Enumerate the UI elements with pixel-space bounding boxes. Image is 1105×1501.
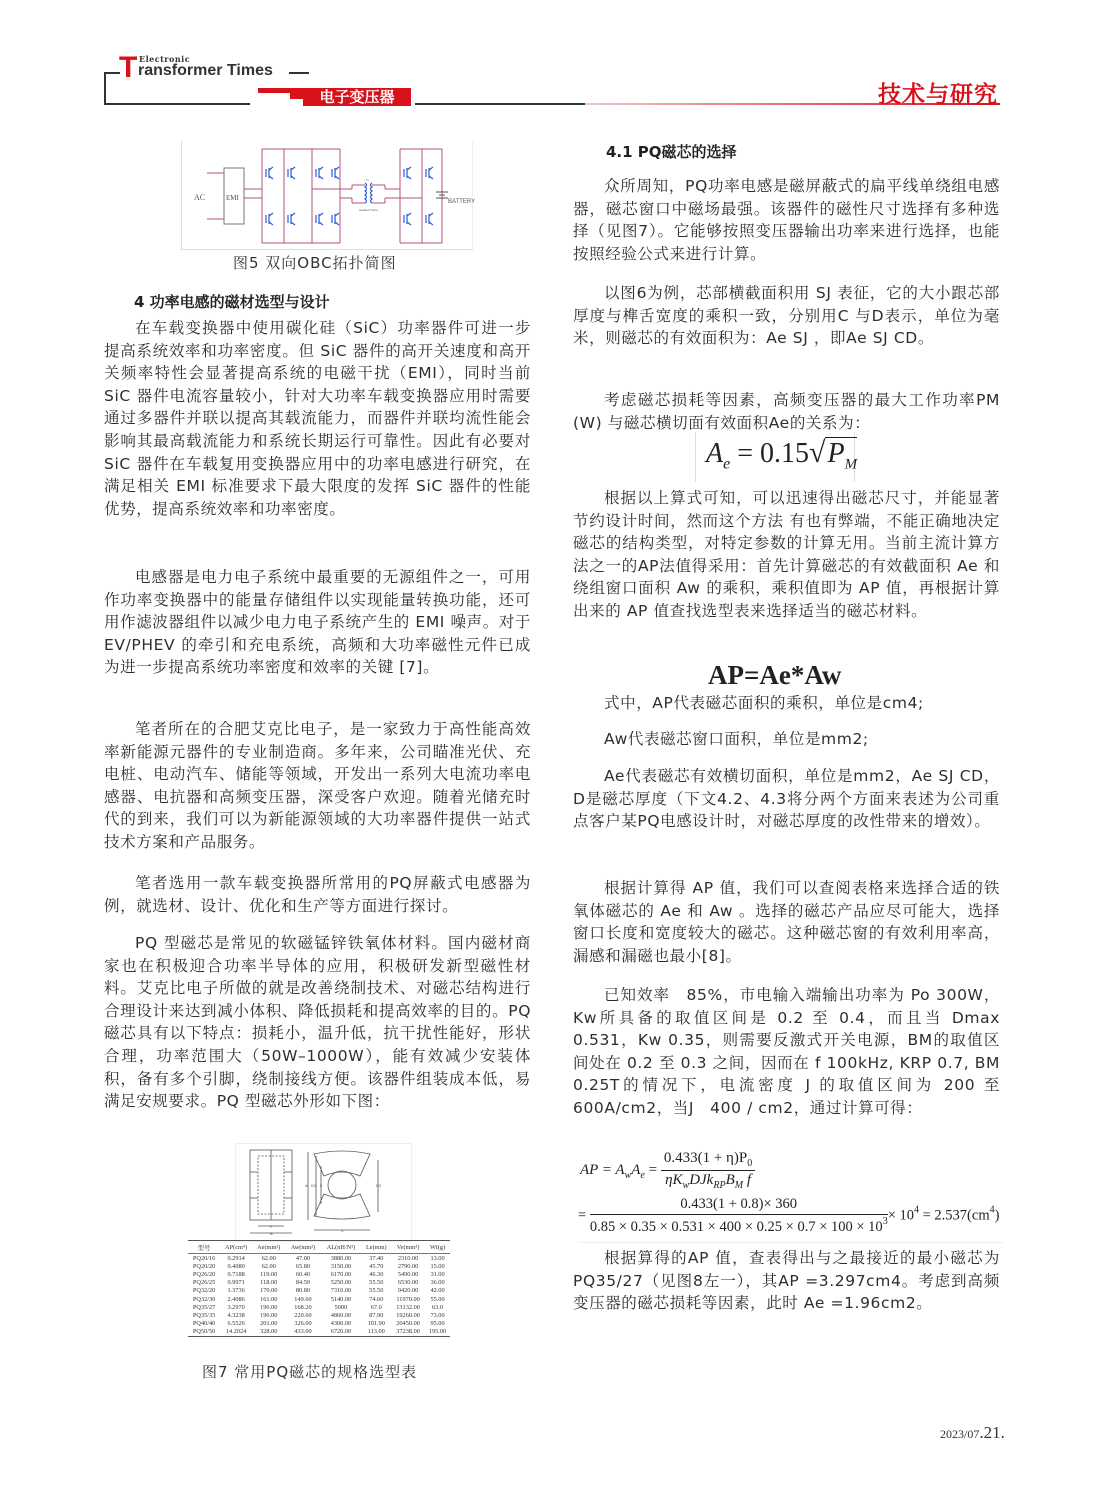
pq-core-outline-drawing <box>235 1143 412 1242</box>
table-cell: 3880.00 <box>330 1254 352 1262</box>
table-cell: 14.2024 <box>220 1328 252 1337</box>
formula-line-1: AP = $A_wA_e$ = $\frac{0.433(1 + \eta)P_0}{\eta K_wDJk_{RP}B_M f}$ <box>580 1150 755 1191</box>
table-cell: 119.00 <box>260 1270 278 1278</box>
journal-cn-name: 电子变压器 <box>319 88 395 106</box>
table-cell: 433.00 <box>285 1328 320 1337</box>
table-cell: 13132.00 <box>396 1303 420 1311</box>
brand-logo-text: ransformer Times <box>138 62 273 79</box>
table-cell: 20450.00 <box>396 1320 420 1328</box>
table-cell: 3.2970 <box>227 1303 245 1311</box>
formula-text: = 0.15 <box>730 438 810 469</box>
table-header-row <box>188 1241 450 1254</box>
header-rule <box>104 103 250 105</box>
table-cell: PQ50/50 <box>188 1328 220 1337</box>
table-cell: 55.50 <box>369 1279 384 1287</box>
formula-symbol: A <box>706 438 724 469</box>
formula-text: AP = A <box>580 1161 625 1178</box>
table-cell: 3150.00 <box>330 1262 352 1270</box>
table-cell: 0.4080 <box>227 1262 245 1270</box>
formula-symbol: P <box>827 438 845 469</box>
ac-label: AC <box>194 193 206 202</box>
table-cell: 42.00 <box>430 1287 445 1295</box>
section-heading-4: 4 功率电感的磁材选型与设计 <box>134 293 330 311</box>
table-cell: 31.00 <box>430 1270 445 1278</box>
table-cell: 74.60 <box>369 1295 384 1303</box>
table-cell: 4300.00 <box>330 1320 352 1328</box>
section-heading-4-1: 4.1 PQ磁芯的选择 <box>606 143 737 161</box>
table-cell: 5490.00 <box>397 1270 419 1278</box>
radicand <box>825 437 858 473</box>
paragraph: 笔者所在的合肥艾克比电子，是一家致力于高性能高效率新能源元器件的专业制造商。多年来，公司瞄准光伏、充电桩、电动汽车、储能等领域，开发出一系列大电流功率电感器、电抗器和高频变压器，深受客户欢迎。随着光储充时代的到来，我们可以为新能源领域的大功率器件提供一站式技术方案和产品服务。 <box>104 720 531 851</box>
table-row <box>188 1295 450 1303</box>
formula-ae <box>695 432 858 482</box>
table-cell: 328.00 <box>252 1328 285 1337</box>
table-cell: 63.0 <box>432 1303 444 1311</box>
column-header: AP(cm⁴) <box>220 1241 252 1254</box>
column-header: Ve(mm³) <box>391 1241 425 1254</box>
dim-label-d1: D1 <box>311 1183 317 1188</box>
table-cell: 6720.00 <box>321 1328 362 1337</box>
table-row <box>188 1279 450 1287</box>
table-cell: 2790.00 <box>397 1262 419 1270</box>
table-cell: 60.40 <box>295 1270 311 1278</box>
issue-date: 2023/07 <box>940 1427 980 1441</box>
table-cell: 4.3238 <box>227 1311 245 1319</box>
table-row <box>188 1311 450 1319</box>
formula-text: × 10 <box>887 1207 914 1224</box>
table-cell: 170.00 <box>260 1287 278 1295</box>
dim-label-c: C <box>341 1228 344 1233</box>
table-cell: 84.50 <box>295 1279 311 1287</box>
sqrt-sign: √ <box>809 436 826 469</box>
figure-7-caption: 图7 常用PQ磁芯的规格选型表 <box>202 1363 418 1381</box>
denominator: 0.85 × 0.35 × 0.531 × 400 × 0.25 × 0.7 × 100 × 10 <box>589 1219 883 1235</box>
table-cell: 7310.00 <box>330 1287 352 1295</box>
paragraph: 式中，AP代表磁芯面积的乘积，单位是cm4; <box>604 694 924 712</box>
table-cell: 9420.00 <box>397 1287 419 1295</box>
page-number: .21. <box>979 1423 1005 1442</box>
table-cell: PQ32/30 <box>192 1295 216 1303</box>
paragraph: Aw代表磁芯窗口面积，单位是mm2; <box>604 730 869 748</box>
battery-label: BATTERY <box>448 199 476 205</box>
table-cell: 87.90 <box>369 1311 384 1319</box>
table-cell: PQ35/27 <box>192 1303 216 1311</box>
table-cell: 73.00 <box>430 1311 445 1319</box>
table-cell: 2310.00 <box>397 1254 419 1262</box>
formula-ap: AP=Ae*Aw <box>708 660 842 690</box>
dim-label-a: A <box>305 1183 308 1188</box>
table-cell: 113.00 <box>361 1328 391 1337</box>
paragraph: 根据算得的AP 值，查表得出与之最接近的最小磁芯为 PQ35/27（见图8左一），其AP =3.297cm4。考虑到高频变压器的磁芯损耗等因素，此时 Ae =1.96cm2。 <box>573 1249 1000 1313</box>
header-rule <box>415 103 585 105</box>
section-title: 技术与研究 <box>878 82 998 108</box>
table-row <box>188 1270 450 1278</box>
paragraph: 电感器是电力电子系统中最重要的无源组件之一，可用作功率变换器中的能量存储组件以实现能量转换功能，还可用作滤波器组件以减少电力电子系统产生的 EMI 噪声。对于 EV/PHEV 的牵引和充电系统，高频和大功率磁性元件已成为进一步提高系统功率密度和效率的关键 [7]。 <box>104 568 531 677</box>
table-cell: 95.00 <box>430 1320 445 1328</box>
table-cell: PQ32/20 <box>192 1287 216 1295</box>
table-cell: 326.00 <box>294 1320 312 1328</box>
table-cell: PQ26/20 <box>192 1270 216 1278</box>
column-header: Ae(mm²) <box>252 1241 285 1254</box>
table-cell: PQ20/16 <box>192 1254 216 1262</box>
table-cell: 101.90 <box>367 1320 385 1328</box>
table-cell: 62.00 <box>261 1254 276 1262</box>
table-cell: 5140.00 <box>330 1295 352 1303</box>
paragraph: PQ 型磁芯是常见的软磁锰锌铁氧体材料。国内磁材商家也在积极迎合功率半导体的应用，积极研发新型磁性材料。艾克比电子所做的就是改善绕制技术、对磁芯结构进行合理设计来达到减小体积、降低损耗和提高效率的目的。PQ磁芯具有以下特点：损耗小，温升低，抗干扰性能好，形状合理，功率范围大（50W–1000W），能有效减少安装体积，备有多个引脚，绕制接线方便。该器件组装成本低，易满足安规要求。PQ 型磁芯外形如下图： <box>104 934 531 1111</box>
table-cell: 55.50 <box>369 1287 384 1295</box>
brand-logo-initial: T <box>119 51 138 84</box>
paragraph: 笔者选用一款车载变换器所常用的PQ屏蔽式电感器为例，就选材、设计、优化和生产等方面进行探讨。 <box>104 874 531 915</box>
fraction: $\frac{0.433(1 + 0.8)\times 360}{0.85 \times 0.35 \times 0.531 \times 400 \times 0.25 \times 0.7 \times 100 \times 10^3}$ <box>589 1196 888 1235</box>
formula-subscript: M <box>844 456 858 473</box>
table-cell: PQ26/25 <box>192 1279 216 1287</box>
numerator: 0.433(1 + η)P <box>663 1150 748 1166</box>
table-cell: 6530.00 <box>397 1279 419 1287</box>
table-cell: PQ35/35 <box>192 1311 216 1319</box>
paragraph: Ae代表磁芯有效横切面积，单位是mm2，Ae SJ CD，D是磁芯厚度（下文4.2、4.3将分两个方面来表述为公司重点客户某PQ电感设计时，对磁芯厚度的改性带来的增效）。 <box>573 767 1000 831</box>
table-cell: 149.60 <box>294 1295 312 1303</box>
transformer-label: Tr <box>366 178 369 182</box>
table-row <box>188 1303 450 1311</box>
header-rule <box>289 72 309 74</box>
table-cell: 220.60 <box>294 1311 312 1319</box>
denominator: ηK <box>665 1172 683 1188</box>
table-cell: 19260.00 <box>396 1311 420 1319</box>
page-folio <box>940 1423 1005 1443</box>
table-cell: 15.00 <box>430 1262 445 1270</box>
paragraph: 众所周知，PQ功率电感是磁屏蔽式的扁平线单绕组电感器，磁芯窗口中磁场最强。该器件的磁性尺寸选择有多种选择（见图7）。它能够按照变压器输出功率来进行选择，也能按照经验公式来进行计算。 <box>573 177 1000 263</box>
paragraph: 根据计算得 AP 值，我们可以查阅表格来选择合适的铁氧体磁芯的 Ae 和 Aw 。选择的磁芯产品应尽可能大，选择窗口长度和宽度较大的磁芯。这种磁芯窗的有效利用率高，漏感和漏磁也最小[8]。 <box>573 879 1000 965</box>
formula-line-2: = $\frac{0.433(1 + 0.8)\times 360}{0.85 \times 0.35 \times 0.531 \times 400 \times 0.25 \times 0.7 \times 100 \times 10^3}$ × $10^4 = 2.537(cm^4)$ <box>578 1196 1000 1235</box>
table-cell: 2.4086 <box>227 1295 245 1303</box>
fraction: $\frac{0.433(1 + \eta)P_0}{\eta K_wDJk_{RP}B_M f}$ <box>661 1150 755 1191</box>
table-cell: 5000 <box>334 1303 348 1311</box>
brand-logo-small: Electronic <box>139 54 191 64</box>
pq-core-spec-table <box>188 1240 450 1337</box>
table-cell: 196.00 <box>260 1311 278 1319</box>
column-header: Le(mm) <box>361 1241 391 1254</box>
table-cell: 201.00 <box>260 1320 278 1328</box>
dim-label-e: E <box>320 1183 323 1188</box>
table-cell: 0.2914 <box>227 1254 245 1262</box>
table-cell: 118.00 <box>260 1279 278 1287</box>
table-cell: 67.0 <box>370 1303 382 1311</box>
figure-5-circuit <box>181 141 476 250</box>
dim-label-f: F <box>270 1224 273 1229</box>
column-header: AL(nH/N²) <box>321 1241 362 1254</box>
table-row <box>188 1262 450 1270</box>
table-cell: 6170.00 <box>330 1270 352 1278</box>
table-row <box>188 1254 450 1263</box>
table-cell: PQ20/20 <box>192 1262 216 1270</box>
table-cell: 1.3736 <box>227 1287 245 1295</box>
header-rule <box>104 72 120 74</box>
table-cell: 55.00 <box>430 1295 445 1303</box>
transformer-sub-label: Isolated Trans <box>359 208 378 212</box>
table-cell: 13.00 <box>430 1254 445 1262</box>
column-header: Aw(mm²) <box>285 1241 320 1254</box>
table-cell: 0.7188 <box>227 1270 245 1278</box>
table-cell: 62.00 <box>261 1262 276 1270</box>
column-header: Wt(g) <box>425 1241 450 1254</box>
formula-ae-expression <box>706 436 857 474</box>
paragraph: 根据以上算式可知，可以迅速得出磁芯尺寸，并能显著节约设计时间，然而这个方法 有也有弊端，不能正确地决定磁芯的结构类型，对特定参数的计算无用。当前主流计算方法之一的AP法值得采用：首先计算磁芯的有效截面积 Ae 和绕组窗口面积 Aw 的乘积，乘积值即为 AP 值，再根据计算出来的 AP 值查找选型表来选择适当的磁芯材料。 <box>573 489 1000 620</box>
table-cell: 0.9971 <box>227 1279 245 1287</box>
table-cell: 195.00 <box>425 1328 450 1337</box>
table-cell: 65.80 <box>295 1262 311 1270</box>
table-cell: 4860.00 <box>330 1311 352 1319</box>
paragraph: 考虑磁芯损耗等因素，高频变压器的最大工作功率PM (W) 与磁芯横切面有效面积Ae的关系为： <box>573 391 1000 432</box>
table-cell: 45.70 <box>369 1262 384 1270</box>
formula-result: = 2.537(cm <box>919 1207 990 1224</box>
table-cell: 6.5526 <box>227 1320 245 1328</box>
paragraph: 在车载变换器中使用碳化硅（SiC）功率器件可进一步提高系统效率和功率密度。但 SiC 器件的高开关速度和高开关频率特性会显著提高系统的电磁干扰（EMI），同时当前 SiC 器件电流容量较小，针对大功率车载变换器应用时需要通过多器件并联以提高其载流能力，而器件并联均流性能会影响其最高载流能力和系统长期运行可靠性。因此有必要对 SiC 器件在车载复用变换器应用中的功率电感进行研究，在满足相关 EMI 标准要求下最大限度的发挥 SiC 器件的性能优势，提高系统效率和功率密度。 <box>104 319 531 518</box>
table-cell: 161.00 <box>260 1295 278 1303</box>
table-cell: 37238.00 <box>391 1328 425 1337</box>
table-cell: 5250.00 <box>330 1279 352 1287</box>
table-cell: PQ40/40 <box>192 1320 216 1328</box>
formula-subscript: e <box>723 455 731 473</box>
table-cell: 80.80 <box>295 1287 311 1295</box>
emi-label: EMI <box>226 194 239 202</box>
header-rule <box>104 72 106 104</box>
table-cell: 196.00 <box>260 1303 278 1311</box>
paragraph: 已知效率 85%，市电输入端输出功率为 Po 300W，Kw所具备的取值区间是 0.2 至 0.4，而且当 Dmax 0.531，Kw 0.35，则需要反激式开关电源，BM的取值区间处在 0.2 至 0.3 之间，因而在 f 100kHz, KRP 0.7, BM 0.25T的情况下，电流密度 J 的取值区间为 200 至 600A/cm2，当J 400 / cm2，通过计算可得： <box>573 986 1000 1117</box>
dim-label-b: B <box>270 1231 273 1236</box>
table-row <box>188 1320 450 1328</box>
switch-icons <box>266 167 433 225</box>
figure-5-caption: 图5 双向OBC拓扑简图 <box>233 254 397 272</box>
table-cell: 168.20 <box>294 1303 312 1311</box>
numerator: 0.433(1 + 0.8)× 360 <box>590 1196 888 1215</box>
table-row <box>188 1328 450 1337</box>
divider <box>578 1242 1003 1243</box>
table-cell: 36.00 <box>430 1279 445 1287</box>
table-cell: 46.30 <box>369 1270 384 1278</box>
paragraph: 以图6为例，芯部横截面积用 SJ 表征，它的大小跟芯部厚度与榫舌宽度的乘积一致，分别用C 与D表示，单位为毫米，则磁芯的有效面积为：Ae SJ ，即Ae SJ CD。 <box>573 284 1000 348</box>
pq-core-diagram <box>236 1144 411 1241</box>
formula-ap-calculation <box>578 1148 1008 1243</box>
table-row <box>188 1287 450 1295</box>
obc-topology-diagram <box>182 141 476 249</box>
table-cell: 47.00 <box>295 1254 311 1262</box>
column-header: 型号 <box>188 1241 220 1254</box>
dim-label-d2: D2 <box>376 1183 382 1188</box>
table-cell: 37.40 <box>369 1254 384 1262</box>
table-cell: 11970.00 <box>396 1295 420 1303</box>
